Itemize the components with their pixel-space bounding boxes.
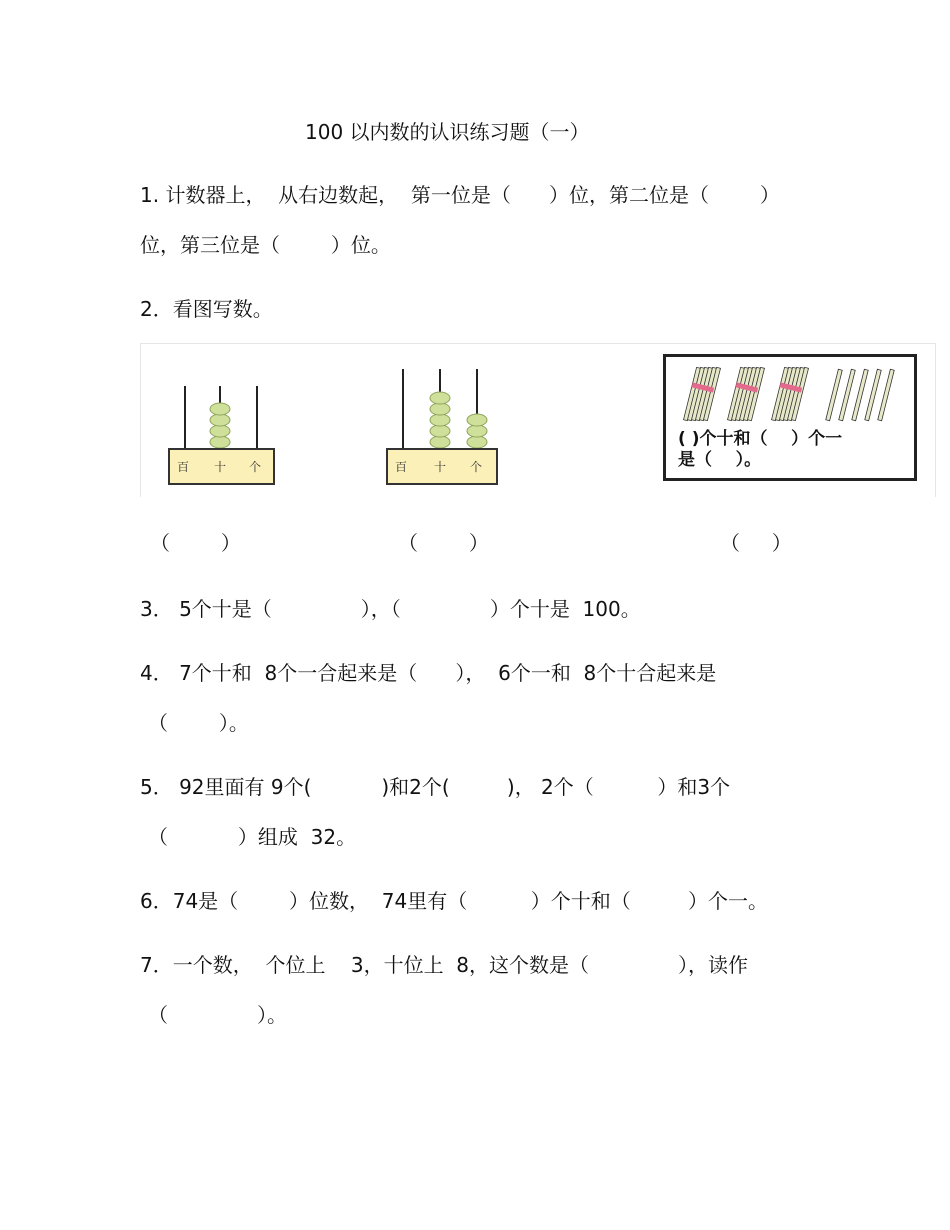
question-3: 3． 5个十是（ ），（ ）个十是 100。: [140, 597, 641, 621]
answer-blank-figure-1[interactable]: （ ）: [150, 531, 241, 555]
abacus-bead: [467, 436, 487, 448]
bundle-card-line-2: 是（ ）。: [678, 450, 762, 470]
stick-bundles-illustration: [666, 361, 914, 431]
abacus-label-tens: 十: [214, 460, 227, 474]
abacus-bead: [210, 414, 230, 426]
abacus-label-hundreds: 百: [395, 460, 408, 474]
abacus-label-hundreds: 百: [177, 460, 190, 474]
answer-blank-figure-3[interactable]: （ ）: [720, 531, 792, 555]
abacus-label-tens: 十: [434, 460, 447, 474]
abacus-bead: [210, 425, 230, 437]
abacus-bead: [430, 403, 450, 415]
abacus-bead: [430, 414, 450, 426]
abacus-bead: [430, 425, 450, 437]
picture-panel: [140, 343, 936, 497]
question-2: 2．看图写数。: [140, 297, 273, 321]
question-5-line-1: 5． 92里面有 9个( )和2个( )， 2个（ ）和3个: [140, 775, 731, 799]
answer-blank-figure-2[interactable]: （ ）: [398, 531, 489, 555]
question-6: 6．74是（ ）位数， 74里有（ ）个十和（ ）个一。: [140, 889, 768, 913]
abacus-bead: [210, 403, 230, 415]
stick-bundle-card: [663, 354, 917, 481]
abacus-figure-1: [161, 344, 281, 494]
abacus-label-ones: 个: [249, 460, 262, 474]
question-7-line-2: （ ）。: [148, 1003, 288, 1027]
abacus-figure-2: [381, 344, 511, 494]
question-5-line-2: （ ）组成 32。: [148, 825, 357, 849]
abacus-bead: [430, 436, 450, 448]
abacus-bead: [210, 436, 230, 448]
question-4-line-1: 4． 7个十和 8个一合起来是（ ）， 6个一和 8个十合起来是: [140, 661, 717, 685]
single-stick: [839, 369, 855, 420]
question-7-line-1: 7．一个数， 个位上 3，十位上 8，这个数是（ ），读作: [140, 953, 749, 977]
abacus-bead: [467, 414, 487, 426]
abacus-label-ones: 个: [470, 460, 483, 474]
bundle-card-line-1: ( )个十和（ ）个一: [678, 429, 843, 449]
abacus-bead: [430, 392, 450, 404]
abacus-bead: [467, 425, 487, 437]
page-title: 100 以内数的认识练习题（一）: [305, 120, 590, 144]
single-stick: [865, 369, 881, 420]
question-1-line-1: 1. 计数器上， 从右边数起， 第一位是（ ）位，第二位是（ ）: [140, 183, 780, 207]
question-4-line-2: （ ）。: [148, 711, 249, 735]
single-stick: [826, 369, 842, 420]
single-stick: [878, 369, 894, 420]
single-stick: [852, 369, 868, 420]
question-1-line-2: 位，第三位是（ ）位。: [140, 233, 391, 257]
